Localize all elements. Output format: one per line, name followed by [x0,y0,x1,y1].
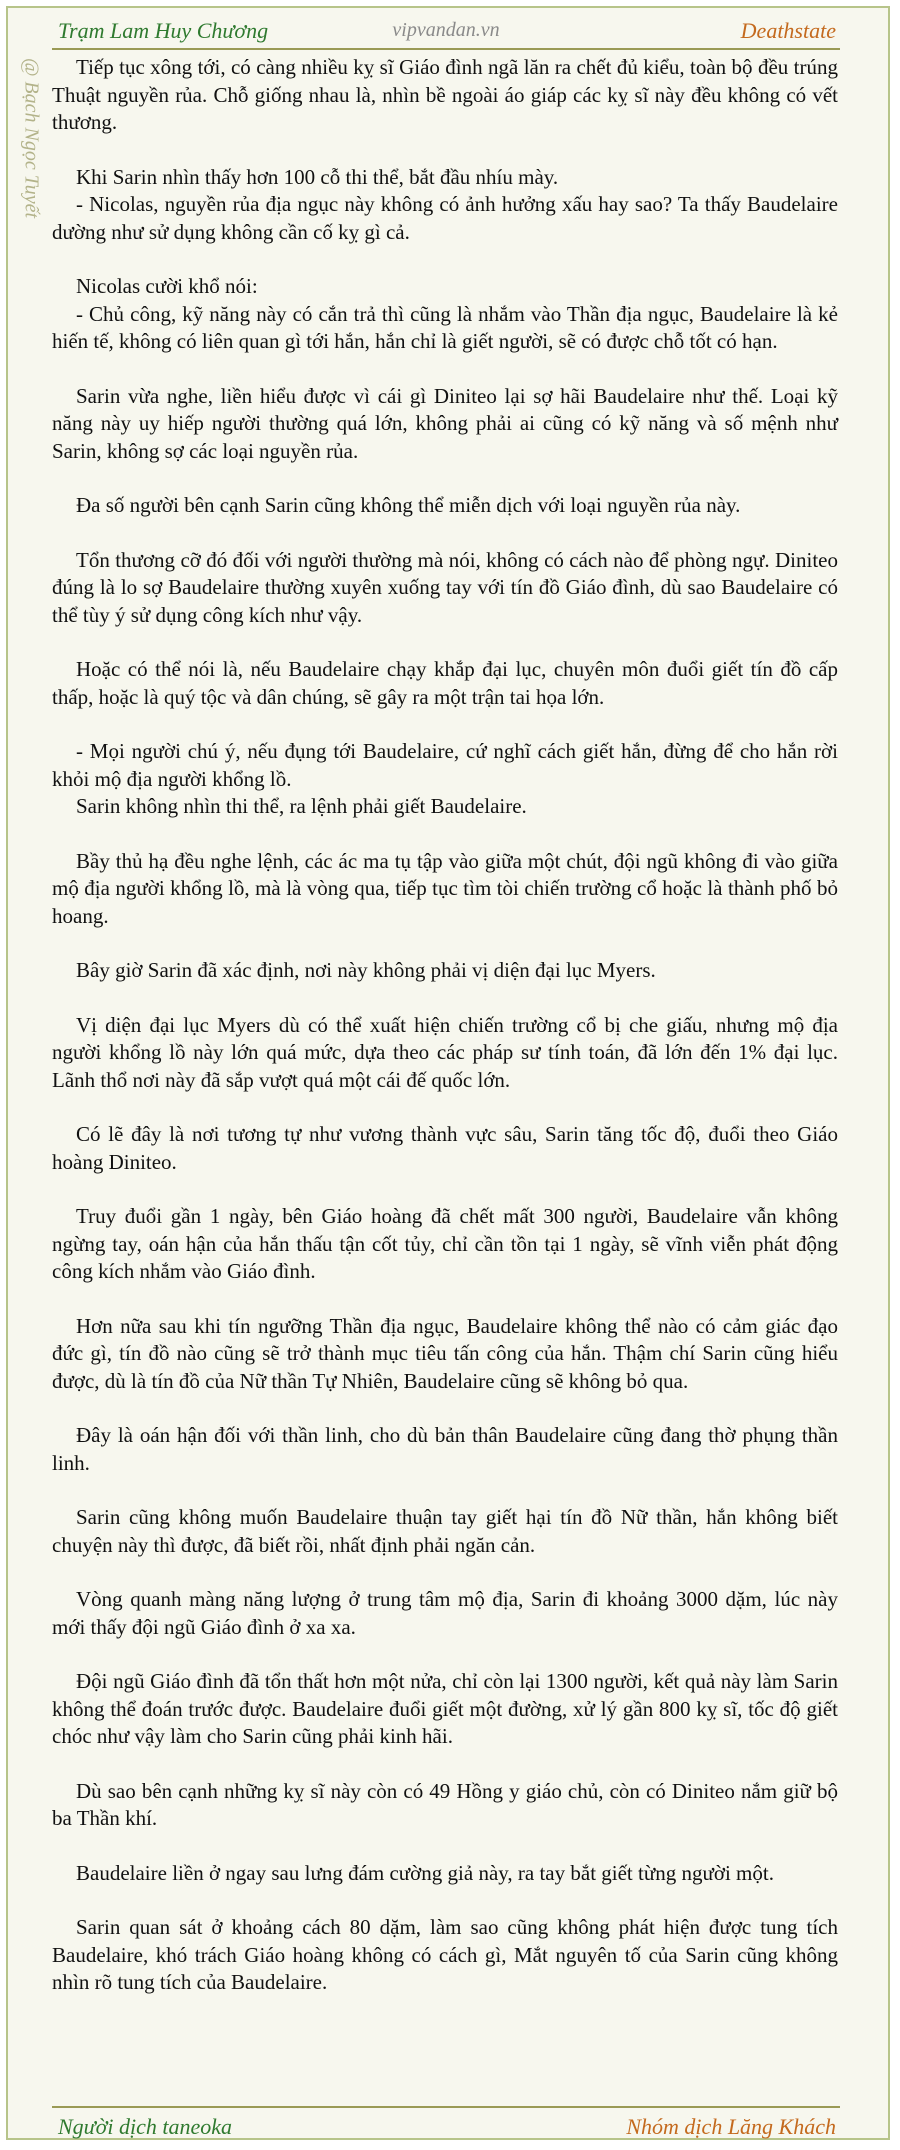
paragraph: Sarin vừa nghe, liền hiểu được vì cái gì Diniteo lại sợ hãi Baudelaire như thế. Loại kỹ năng này uy hiếp người thường quá lớn, không phải ai cũng có kỹ năng và số mệnh như Sarin, không sợ các loại nguyền rủa. [52,383,838,463]
paragraph: Tổn thương cỡ đó đối với người thường mà nói, không có cách nào để phòng ngự. Diniteo đúng là lo sợ Baudelaire thường xuyên xuống tay với tín đồ Giáo đình, dù sao Baudelaire có thể tùy ý sử dụng công kích như vậy. [52,547,838,627]
side-watermark [16,58,46,278]
paragraph: Có lẽ đây là nơi tương tự như vương thành vực sâu, Sarin tăng tốc độ, đuổi theo Giáo hoàng Diniteo. [52,1122,838,1174]
paragraph: Khi Sarin nhìn thấy hơn 100 cỗ thi thể, bắt đầu nhíu mày. [76,164,559,189]
paragraph: Hơn nữa sau khi tín ngưỡng Thần địa ngục, Baudelaire không thể nào có cảm giác đạo đức gì, tín đồ nào cũng sẽ trở thành mục tiêu tấn công của hắn. Thậm chí Sarin cũng hiểu được, dù là tín đồ của Nữ thần Tự Nhiên, Baudelaire cũng sẽ không bỏ qua. [52,1313,838,1393]
paragraph: - Nicolas, nguyền rủa địa ngục này không có ảnh hưởng xấu hay sao? Ta thấy Baudelaire dường như sử dụng không cần cố kỵ gì cả. [52,192,838,244]
paragraph: Baudelaire liền ở ngay sau lưng đám cường giả này, ra tay bắt giết từng người một. [76,1860,774,1885]
side-watermark-text: @ Bạch Ngọc Tuyết [20,58,43,219]
paragraph: Truy đuổi gần 1 ngày, bên Giáo hoàng đã chết mất 300 người, Baudelaire vẫn không ngừng tay, oán hận của hắn thấu tận cốt tủy, chỉ cần tồn tại 1 ngày, sẽ vĩnh viễn phát động công kích nhắm vào Giáo đình. [52,1204,838,1283]
paragraph: Đa số người bên cạnh Sarin cũng không thể miễn dịch với loại nguyền rủa này. [76,493,741,517]
paragraph: Đội ngũ Giáo đình đã tổn thất hơn một nửa, chỉ còn lại 1300 người, kết quả này làm Sarin không thể đoán trước được. Baudelaire đuổi giết một đường, xử lý gần 800 kỵ sĩ, tốc độ giết chóc như vậy làm cho Sarin cũng phải kinh hãi. [52,1669,838,1748]
footer-translator: Người dịch taneoka [58,2114,233,2139]
paragraph: Sarin cũng không muốn Baudelaire thuận tay giết hại tín đồ Nữ thần, hắn không biết chuyện này thì được, đã biết rồi, nhất định phải ngăn cản. [52,1505,838,1557]
paragraph: Tiếp tục xông tới, có càng nhiều kỵ sĩ Giáo đình ngã lăn ra chết đủ kiểu, toàn bộ đều trúng Thuật nguyền rủa. Chỗ giống nhau là, nhìn bề ngoài áo giáp các kỵ sĩ này đều không có vết thương. [52,55,838,134]
paragraph: Bây giờ Sarin đã xác định, nơi này không phải vị diện đại lục Myers. [76,958,656,982]
paragraph: - Mọi người chú ý, nếu đụng tới Baudelaire, cứ nghĩ cách giết hắn, đừng để cho hắn rời khỏi mộ địa người khổng lồ. [52,739,838,791]
paragraph: Bầy thủ hạ đều nghe lệnh, các ác ma tụ tập vào giữa một chút, đội ngũ không đi vào giữa mộ địa người khổng lồ, mà là vòng qua, tiếp tục tìm tòi chiến trường cổ hoặc là thành phố bỏ hoang. [52,848,838,928]
paragraph: Vị diện đại lục Myers dù có thể xuất hiện chiến trường cổ bị che giấu, nhưng mộ địa người khổng lồ này lớn quá mức, dựa theo các pháp sư tính toán, đã lớn đến 1% đại lục. Lãnh thổ nơi này đã sắp vượt quá một cái đế quốc lớn. [52,1012,838,1092]
paragraph: Dù sao bên cạnh những kỵ sĩ này còn có 49 Hồng y giáo chủ, còn có Diniteo nắm giữ bộ ba Thần khí. [52,1778,838,1830]
paragraph: - Chủ công, kỹ năng này có cắn trả thì cũng là nhắm vào Thần địa ngục, Baudelaire là kẻ hiến tế, không có liên quan gì tới hắn, hắn chỉ là giết người, sẽ có được chỗ tốt có hạn. [52,301,838,353]
paragraph: Sarin không nhìn thi thể, ra lệnh phải giết Baudelaire. [76,794,527,818]
page-footer [52,2106,840,2140]
chapter-body [52,54,838,2024]
page-header [52,16,840,50]
footer-group: Nhóm dịch Lăng Khách [626,2114,836,2139]
paragraph: Nicolas cười khổ nói: [76,274,258,298]
header-book-title: Deathstate [740,18,836,43]
paragraph: Hoặc có thể nói là, nếu Baudelaire chạy khắp đại lục, chuyên môn đuổi giết tín đồ cấp thấp, hoặc là quý tộc và dân chúng, sẽ gây ra một trận tai họa lớn. [52,657,838,709]
paragraph: Đây là oán hận đối với thần linh, cho dù bản thân Baudelaire cũng đang thờ phụng thần linh. [52,1423,838,1475]
paragraph: Vòng quanh màng năng lượng ở trung tâm mộ địa, Sarin đi khoảng 3000 dặm, lúc này mới thấy đội ngũ Giáo đình ở xa xa. [52,1587,838,1639]
header-url[interactable]: vipvandan.vn [392,19,500,41]
header-site-name: Trạm Lam Huy Chương [58,18,269,43]
book-page [6,6,890,2140]
paragraph: Sarin quan sát ở khoảng cách 80 dặm, làm sao cũng không phát hiện được tung tích Baudelaire, khó trách Giáo hoàng không có cách gì, Mắt nguyên tố của Sarin cũng không nhìn rõ tung tích của Baudelaire. [52,1915,838,1994]
